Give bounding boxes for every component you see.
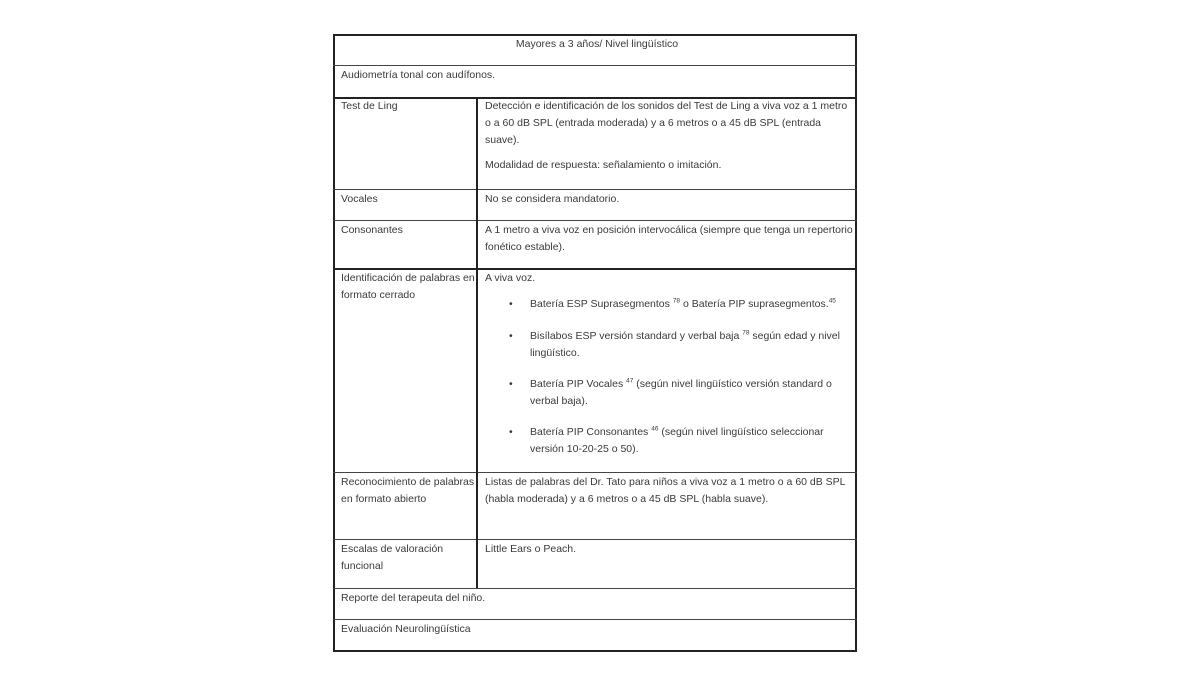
row-content: Listas de palabras del Dr. Tato para niños a viva voz a 1 metro o a 60 dB SPL (habla moderada) y a 6 metros o a 45 dB SPL (habla suave). xyxy=(485,476,846,505)
row-content: No se considera mandatorio. xyxy=(485,193,620,205)
audiometria-row xyxy=(333,65,857,97)
divider xyxy=(333,220,857,221)
divider xyxy=(333,97,857,99)
table-row xyxy=(333,189,857,220)
evaluacion-row xyxy=(333,619,857,651)
row-label: Escalas de valoración funcional xyxy=(341,543,444,572)
divider xyxy=(333,268,857,270)
table-row xyxy=(333,268,857,472)
table-row xyxy=(333,539,857,588)
row-content: A 1 metro a viva voz en posición intervocálica (siempre que tenga un repertorio fonético estable). xyxy=(485,224,853,253)
row-label: Test de Ling xyxy=(341,100,398,112)
divider xyxy=(333,65,857,66)
table-row xyxy=(333,97,857,189)
divider xyxy=(333,650,857,652)
list-item: • Batería PIP Vocales $^{47}$ (según nivel lingüístico versión standard o verbal baja). xyxy=(485,376,853,410)
audiometria-text: Audiometría tonal con audífonos. xyxy=(341,69,496,81)
table-row xyxy=(333,220,857,268)
table-row xyxy=(333,472,857,539)
reporte-text: Reporte del terapeuta del niño. xyxy=(341,592,486,604)
row-content xyxy=(485,270,853,458)
row-label: Identificación de palabras en formato cerrado xyxy=(341,272,475,301)
list-item: • Batería ESP Suprasegmentos $^{78}$ o Batería PIP suprasegmentos.$^{45}$ xyxy=(485,296,853,313)
divider xyxy=(333,472,857,473)
row-paragraph: Modalidad de respuesta: señalamiento o imitación. xyxy=(485,159,722,171)
row-label: Consonantes xyxy=(341,224,403,236)
row-label: Vocales xyxy=(341,193,378,205)
reporte-row xyxy=(333,588,857,619)
divider xyxy=(333,539,857,540)
bullet-list xyxy=(485,296,853,458)
row-content: Little Ears o Peach. xyxy=(485,543,577,555)
divider xyxy=(333,588,857,589)
divider xyxy=(333,34,857,36)
row-content xyxy=(485,98,853,174)
list-item: • Bisílabos ESP versión standard y verbal baja $^{78}$ según edad y nivel lingüístico. xyxy=(485,328,853,362)
table-title: Mayores a 3 años/ Nivel lingüístico xyxy=(515,38,679,50)
title-row xyxy=(333,34,857,65)
evaluacion-text: Evaluación Neurolingüística xyxy=(341,623,471,635)
row-paragraph: Detección e identificación de los sonidos del Test de Ling a viva voz a 1 metro o a 60 dB SPL (entrada moderada) y a 6 metros o a 45 dB SPL (entrada suave). xyxy=(485,100,848,146)
list-item: • Batería PIP Consonantes $^{46}$ (según nivel lingüístico seleccionar versión 10-20-25 o 50). xyxy=(485,424,853,458)
divider xyxy=(333,619,857,620)
row-label: Reconocimiento de palabras en formato abierto xyxy=(341,476,475,505)
row-intro: A viva voz. xyxy=(485,272,536,284)
column-divider xyxy=(476,97,478,588)
divider xyxy=(333,189,857,190)
assessment-table xyxy=(333,34,857,651)
